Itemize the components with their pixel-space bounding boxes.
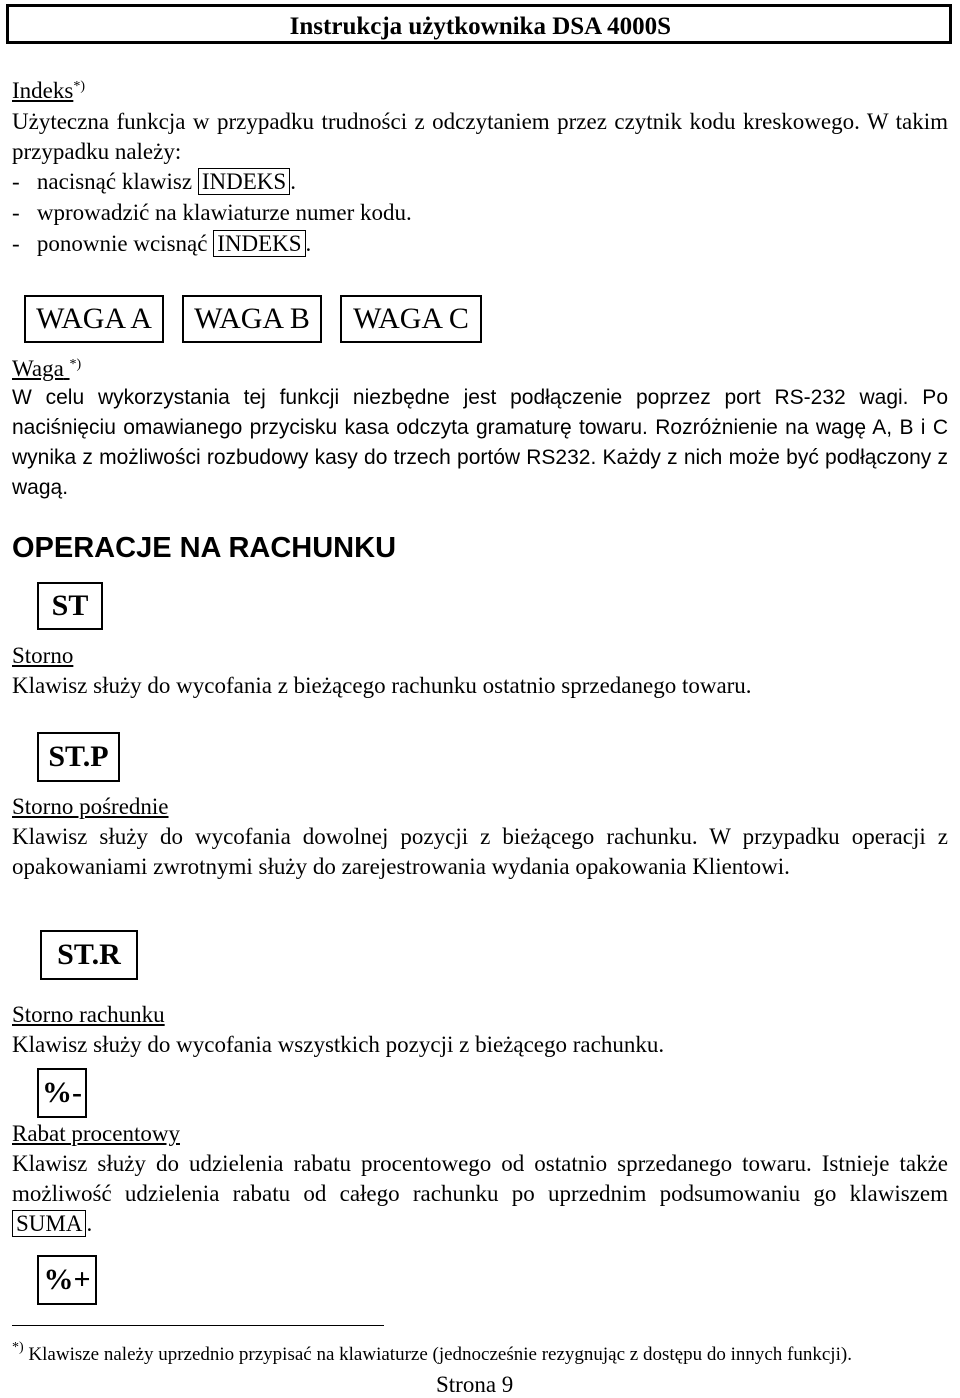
indeks-key-ref: INDEKS: [213, 230, 305, 257]
footnote-text: Klawisze należy uprzednio przypisać na klawiaturze (jednocześnie rezygnując z dostępu do innych funkcji).: [23, 1344, 852, 1365]
storno-heading: Storno: [12, 643, 74, 668]
st-p-key: ST.P: [37, 732, 120, 782]
footnote: [12, 1340, 852, 1366]
indeks-description: Użyteczna funkcja w przypadku trudności z odczytaniem przez czytnik kodu kreskowego. W takim przypadku należy:: [12, 109, 948, 164]
storno-rachunku-heading: Storno rachunku: [12, 1002, 165, 1027]
footnote-marker: *): [73, 79, 85, 94]
waga-heading: [12, 354, 81, 384]
footnote-marker: *): [69, 357, 82, 372]
waga-c-key: WAGA C: [340, 295, 482, 343]
indeks-heading: [12, 76, 85, 106]
waga-a-key: WAGA A: [24, 295, 164, 343]
percent-plus-key: %+: [37, 1255, 97, 1305]
storno-description: Klawisz służy do wycofania z bieżącego rachunku ostatnio sprzedanego towaru.: [12, 673, 752, 698]
indeks-key-ref: INDEKS: [198, 168, 290, 195]
percent-minus-key: %-: [37, 1068, 87, 1118]
waga-heading-label: Waga: [12, 356, 64, 381]
footnote-divider: [12, 1325, 384, 1326]
rabat-heading: Rabat procentowy: [12, 1121, 180, 1146]
page-number: Strona 9: [436, 1372, 514, 1397]
rabat-description: Klawisz służy do udzielenia rabatu procentowego od ostatnio sprzedanego towaru. Istnieje także możliwość udzielenia rabatu od całego rachunku po uprzednim podsumowaniu go klawiszem SUMA .: [12, 1151, 948, 1236]
header-box: [6, 4, 952, 44]
indeks-step-2: - wprowadzić na klawiaturze numer kodu.: [12, 200, 412, 225]
document-title: Instrukcja użytkownika DSA 4000S: [289, 13, 671, 40]
waga-description: W celu wykorzystania tej funkcji niezbędne jest podłączenie poprzez port RS-232 wagi. Po naciśnięciu omawianego przycisku kasa odczyta gramaturę towaru. Rozróżnienie na wagę A, B i C wynika z możliwości rozbudowy kasy do trzech portów RS232. Każdy z nich może być podłączony z wagą.: [12, 386, 948, 499]
storno-posrednie-description: Klawisz służy do wycofania dowolnej pozycji z bieżącego rachunku. W przypadku operacji z opakowaniami zwrotnymi służy do zarejestrowania wydania opakowania Klientowi.: [12, 824, 948, 879]
suma-key-ref: SUMA: [12, 1210, 86, 1237]
storno-posrednie-heading: Storno pośrednie: [12, 794, 169, 819]
storno-rachunku-description: Klawisz służy do wycofania wszystkich pozycji z bieżącego rachunku.: [12, 1032, 665, 1057]
footnote-marker: *): [12, 1340, 24, 1355]
indeks-heading-label: Indeks: [12, 78, 74, 103]
st-r-key: ST.R: [40, 930, 138, 980]
waga-b-key: WAGA B: [182, 295, 322, 343]
indeks-step-1: - nacisnąć klawisz INDEKS .: [12, 169, 296, 194]
st-key: ST: [37, 582, 103, 630]
indeks-step-3: - ponownie wcisnąć INDEKS .: [12, 231, 312, 256]
section-title: OPERACJE NA RACHUNKU: [12, 532, 397, 564]
